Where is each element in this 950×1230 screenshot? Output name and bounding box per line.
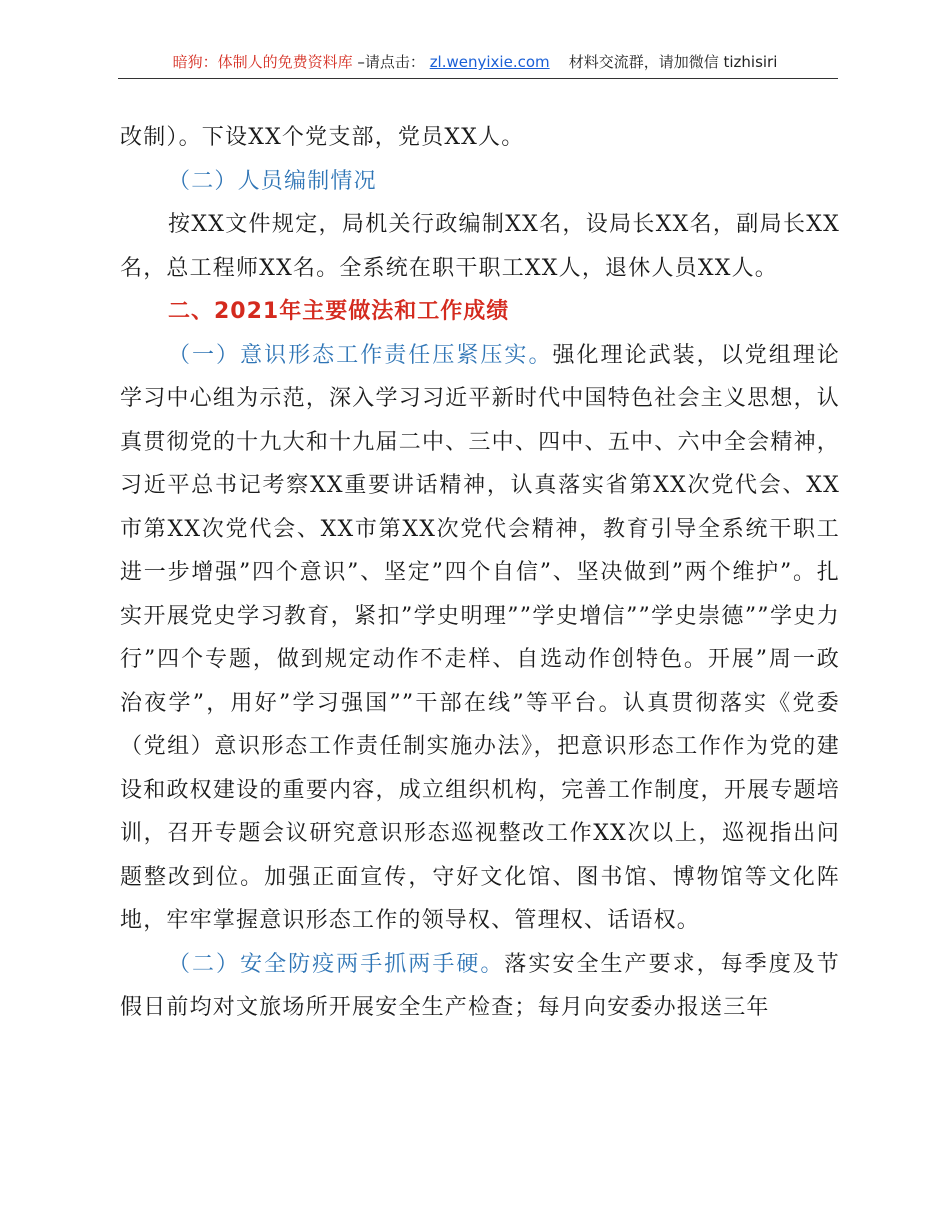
paragraph-party-branches: 改制）。下设XX个党支部，党员XX人。 [120,125,525,150]
header-contact: 材料交流群，请加微信 tizhisiri [568,53,778,71]
document-body [120,116,840,1030]
header-prompt: –请点击： [357,53,425,71]
paragraph-ideology [120,334,840,943]
subheading-safety: （二）安全防疫两手抓两手硬。 [168,951,505,977]
subheading-staffing: （二）人员编制情况 [168,168,377,194]
header-brand: 暗狗：体制人的免费资料库 [172,53,353,71]
section-heading-main-work: 二、2021年主要做法和工作成绩 [168,299,510,324]
ideology-body: 强化理论武装，以党组理论学习中心组为示范，深入学习习近平新时代中国特色社会主义思想，认真贯彻党的十九大和十九届二中、三中、四中、五中、六中全会精神，习近平总书记考察XX重要讲话精神，认真落实省第XX次党代会、XX市第XX次党代会、XX市第XX次党代会精神，教育引导全系统干职工进一步增强”四个意识”、坚定”四个自信”、坚决做到”两个维护”。扎实开展党史学习教育，紧扣”学史明理””学史增信””学史崇德””学史力行”四个专题，做到规定动作不走样、自选动作创特色。开展”周一政治夜学”，用好”学习强国””干部在线”等平台。认真贯彻落实《党委（党组）意识形态工作责任制实施办法》，把意识形态工作作为党的建设和政权建设的重要内容，成立组织机构，完善工作制度，开展专题培训，召开专题会议研究意识形态巡视整改工作XX次以上，巡视指出问题整改到位。加强正面宣传，守好文化馆、图书馆、博物馆等文化阵地，牢牢掌握意识形态工作的领导权、管理权、话语权。 [120,342,841,933]
paragraph-staffing: 按XX文件规定，局机关行政编制XX名，设局长XX名，副局长XX名，总工程师XX名。全系统在职干职工XX人，退休人员XX人。 [120,212,840,281]
paragraph-safety [120,943,840,1030]
header-divider [118,78,838,79]
subheading-ideology: （一）意识形态工作责任压紧压实。 [168,342,553,368]
page-header [0,52,950,72]
safety-body: 落实安全生产要求，每季度及节假日前均对文旅场所开展安全生产检查；每月向安委办报送三年 [120,951,840,1020]
header-link[interactable]: zl.wenyixie.com [429,53,550,71]
